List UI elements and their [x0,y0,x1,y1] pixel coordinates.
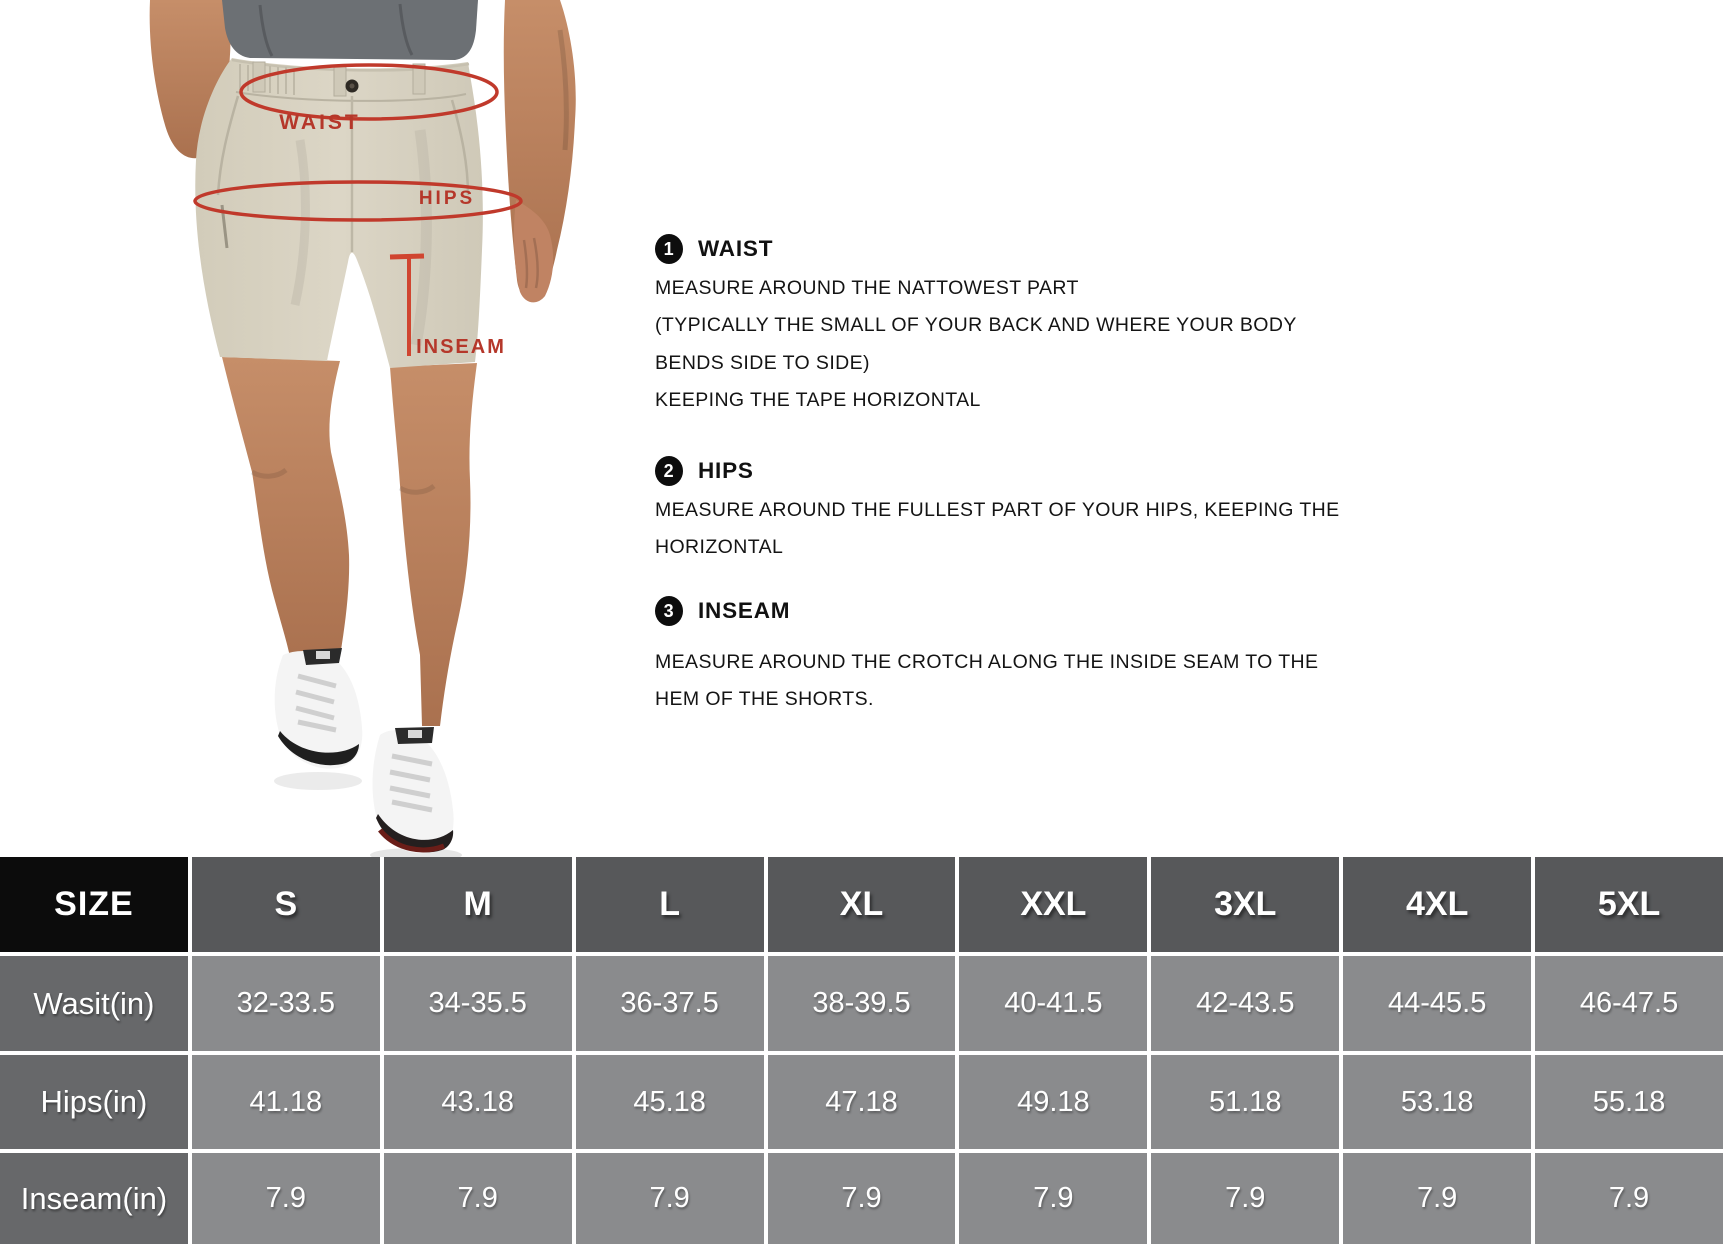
guide-body [655,270,1475,420]
waist-value-cell: 44-45.5 [1343,956,1531,1051]
guide-section-waist [655,228,1475,420]
guide-line: KEEPING THE TAPE HORIZONTAL [655,389,981,412]
guide-heading [655,228,1475,270]
inseam-label: INSEAM [416,336,506,358]
guide-title: WAIST [698,236,774,261]
right-leg [390,363,477,726]
number-1-icon: 1 [655,234,683,264]
waist-value-cell: 40-41.5 [959,956,1147,1051]
hips-value-cell: 41.18 [192,1055,380,1149]
guide-line: MEASURE AROUND THE CROTCH ALONG THE INSIDE SEAM TO THE [655,651,1319,673]
row-label-inseam: Inseam(in) [0,1153,188,1244]
hips-value-cell: 47.18 [768,1055,956,1149]
hips-value-cell: 51.18 [1151,1055,1339,1149]
belt-loop [334,66,346,96]
waist-value-cell: 34-35.5 [384,956,572,1051]
size-table [0,857,1723,1244]
guide-section-hips [655,450,1475,567]
inseam-value-cell: 7.9 [959,1153,1147,1244]
hips-value-cell: 55.18 [1535,1055,1723,1149]
inseam-value-cell: 7.9 [576,1153,764,1244]
hips-value-cell: 53.18 [1343,1055,1531,1149]
header-cell: 4XL [1343,857,1531,952]
guide-line: MEASURE AROUND THE FULLEST PART OF YOUR HIPS, KEEPING THE [655,499,1340,521]
waist-value-cell: 36-37.5 [576,956,764,1051]
guide-heading [655,450,1475,492]
inseam-value-cell: 7.9 [1151,1153,1339,1244]
hips-value-cell: 43.18 [384,1055,572,1149]
number-2-icon: 2 [655,456,683,486]
hips-value-cell: 49.18 [959,1055,1147,1149]
header-cell: S [192,857,380,952]
hips-label: HIPS [418,188,476,209]
inseam-value-cell: 7.9 [384,1153,572,1244]
header-cell: XL [768,857,956,952]
header-cell-size: SIZE [0,857,188,952]
shoe-shadow [274,772,362,790]
guide-title: HIPS [698,458,754,483]
guide-line: BENDS SIDE TO SIDE) [655,351,870,374]
waist-value-cell: 42-43.5 [1151,956,1339,1051]
header-cell: XXL [959,857,1147,952]
hips-value-cell: 45.18 [576,1055,764,1149]
inseam-line-cap [390,256,424,257]
header-cell: 5XL [1535,857,1723,952]
header-cell: 3XL [1151,857,1339,952]
inseam-value-cell: 7.9 [192,1153,380,1244]
number-3-icon: 3 [655,596,683,626]
guide-line: HEM OF THE SHORTS. [655,688,874,711]
header-cell: L [576,857,764,952]
guide-line: (TYPICALLY THE SMALL OF YOUR BACK AND WHERE YOUR BODY [655,314,1297,337]
waist-label: WAIST [279,111,361,134]
waist-value-cell: 46-47.5 [1535,956,1723,1051]
guide-body [655,644,1475,719]
header-cell: M [384,857,572,952]
guide-heading [655,590,1475,632]
row-label-waist: Wasit(in) [0,956,188,1051]
guide-section-inseam [655,590,1475,719]
left-leg [222,357,349,662]
waist-value-cell: 32-33.5 [192,956,380,1051]
model-photo [0,0,620,858]
inseam-value-cell: 7.9 [1343,1153,1531,1244]
guide-line: MEASURE AROUND THE NATTOWEST PART [655,277,1079,299]
guide-body [655,492,1475,567]
row-label-hips: Hips(in) [0,1055,188,1149]
waist-value-cell: 38-39.5 [768,956,956,1051]
model-illustration [0,0,620,858]
guide-title: INSEAM [698,598,791,623]
guide-line: HORIZONTAL [655,536,784,559]
inseam-value-cell: 7.9 [768,1153,956,1244]
inseam-value-cell: 7.9 [1535,1153,1723,1244]
